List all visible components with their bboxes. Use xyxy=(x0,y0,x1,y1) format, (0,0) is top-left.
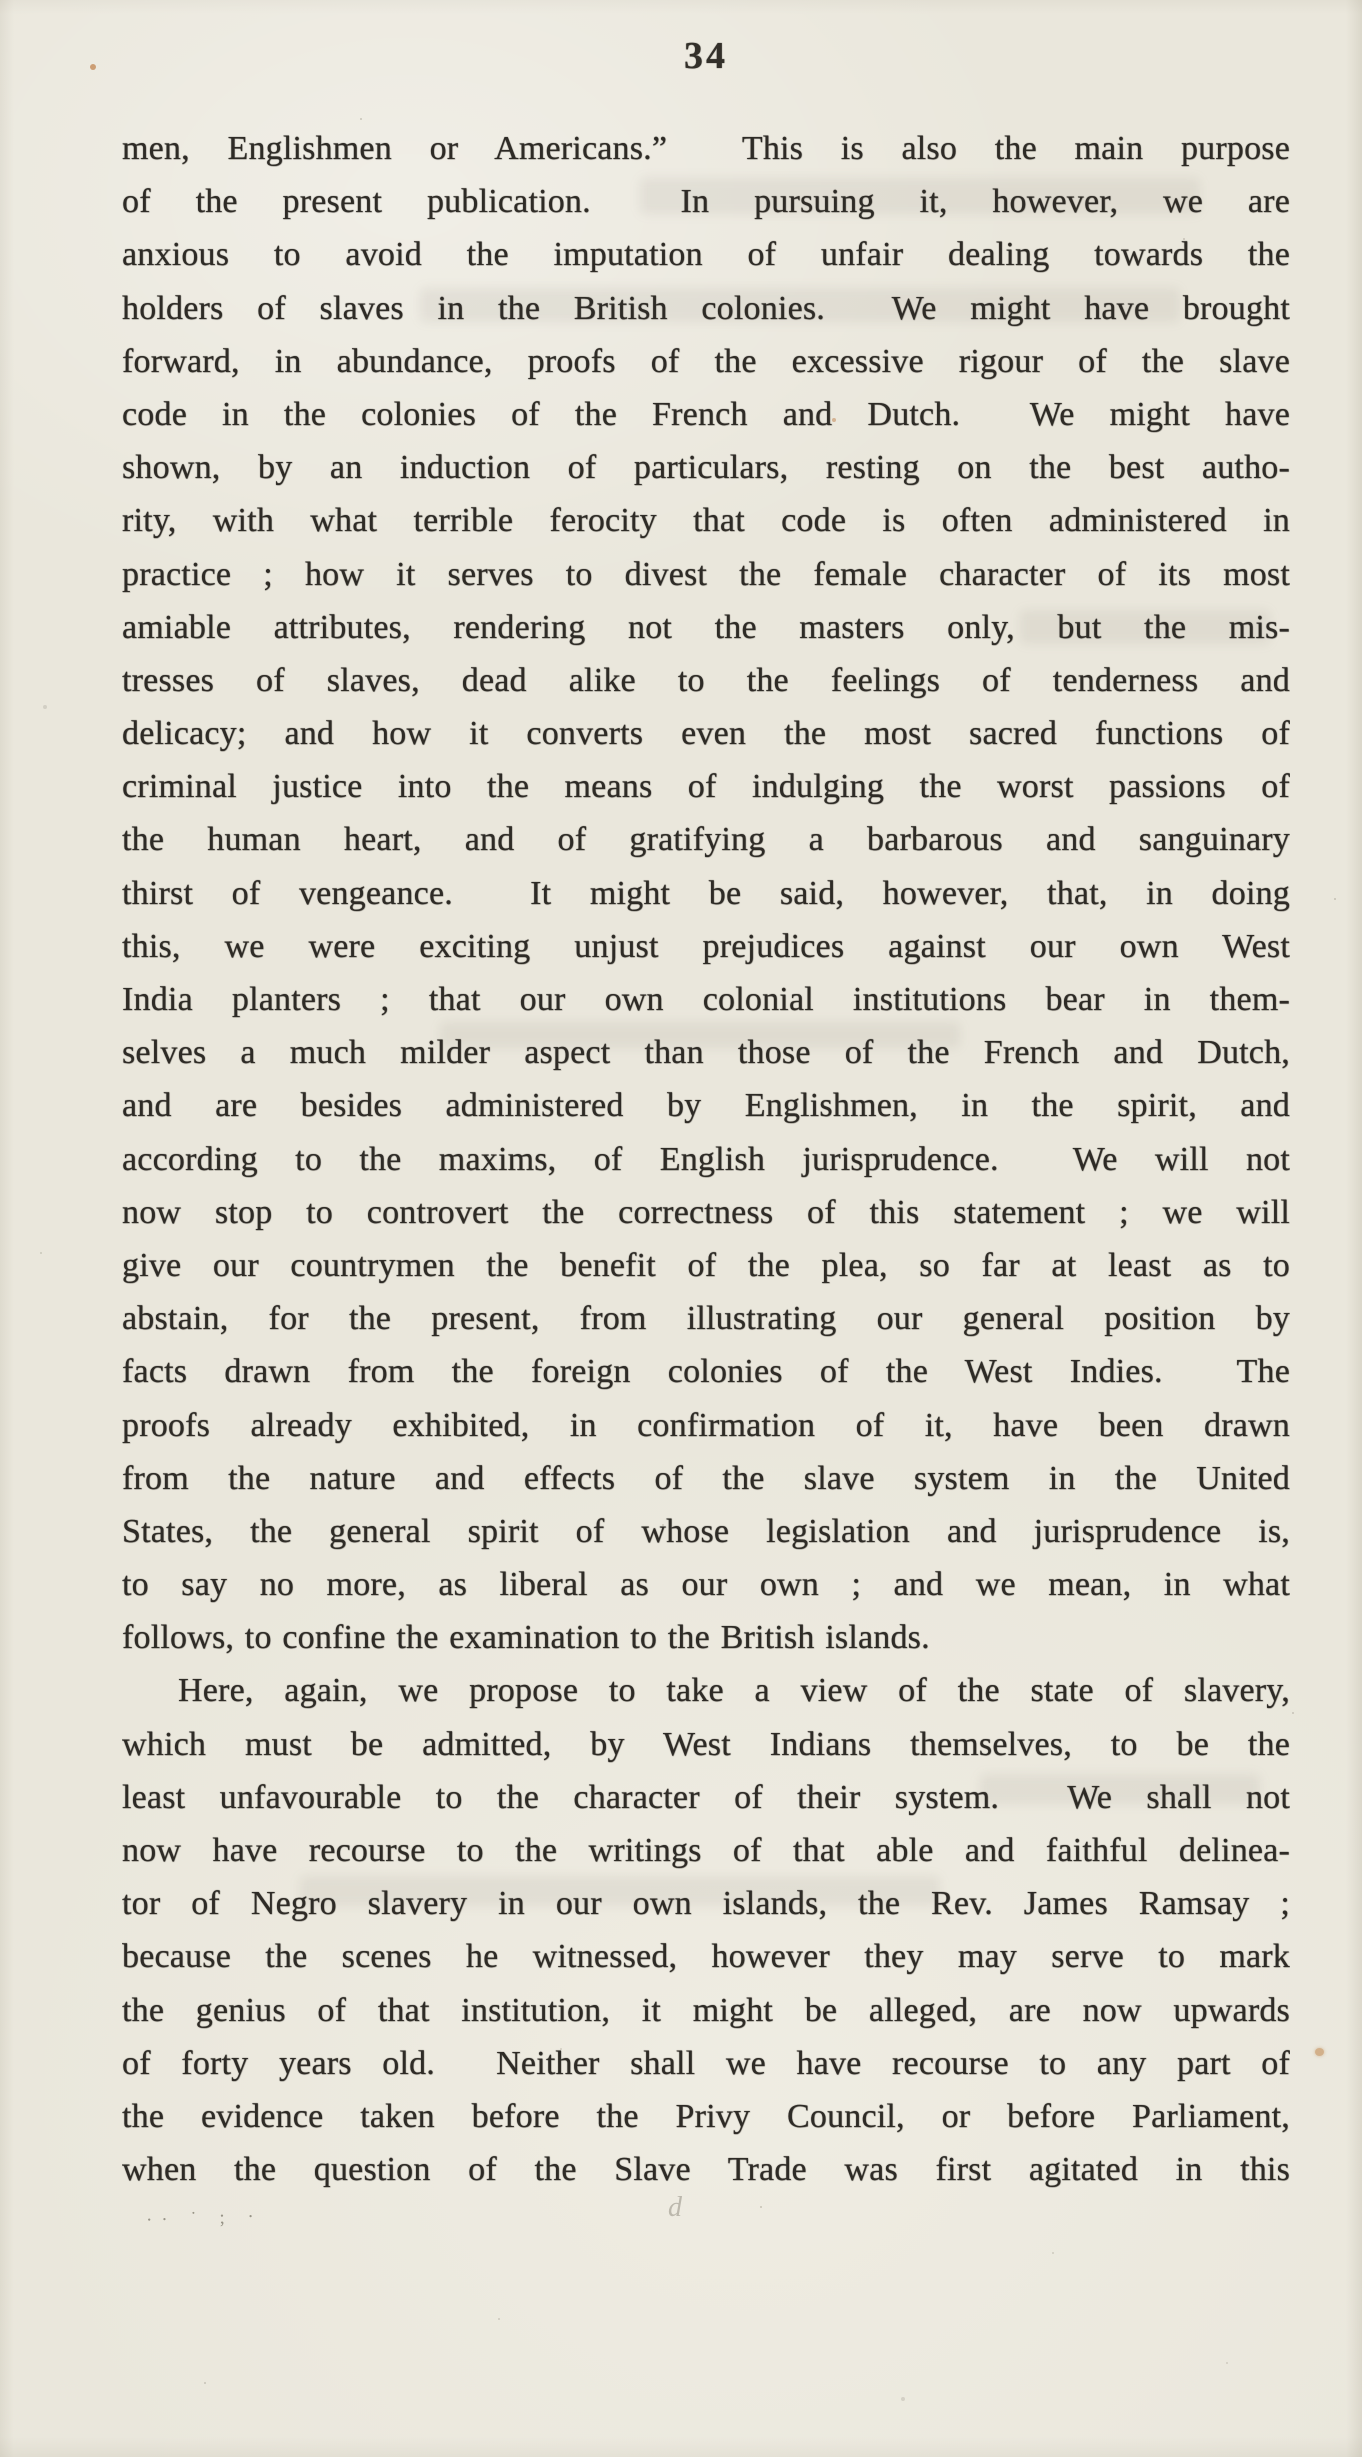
text-line: abstain, for the present, from illustrating our general position by xyxy=(122,1300,1290,1338)
text-line: and are besides administered by Englishmen, in the spirit, and xyxy=(122,1087,1290,1125)
text-line: now have recourse to the writings of that able and faithful delinea- xyxy=(122,1832,1290,1869)
text-line: anxious to avoid the imputation of unfair dealing towards the xyxy=(122,236,1290,274)
text-line: men, Englishmen or Americans.” This is also the main purpose xyxy=(122,130,1290,167)
text-line: follows, to confine the examination to the British islands. xyxy=(122,1619,930,1657)
text-line: the evidence taken before the Privy Council, or before Parliament, xyxy=(122,2097,1290,2135)
text-line: States, the general spirit of whose legislation and jurisprudence is, xyxy=(122,1512,1290,1550)
paper-specks xyxy=(0,0,2,2)
text-line: delicacy; and how it converts even the most sacred functions of xyxy=(122,715,1290,753)
text-line: proofs already exhibited, in confirmation of it, have been drawn xyxy=(122,1406,1290,1444)
text-line: the genius of that institution, it might be alleged, are now upwards xyxy=(122,1991,1290,2029)
page-number: 34 xyxy=(684,35,728,77)
text-line: this, we were exciting unjust prejudices against our own West xyxy=(122,927,1290,965)
text-line: least unfavourable to the character of their system. We shall not xyxy=(122,1778,1290,1816)
body-text xyxy=(122,122,1290,2196)
text-line: which must be admitted, by West Indians themselves, to be the xyxy=(122,1725,1290,1763)
text-line: Here, again, we propose to take a view of the state of slavery, xyxy=(178,1672,1290,1710)
text-line: because the scenes he witnessed, however they may serve to mark xyxy=(122,1938,1290,1976)
stray-faint-letter: d xyxy=(668,2192,682,2223)
text-line: now stop to controvert the correctness of this statement ; we will xyxy=(122,1193,1290,1231)
text-line: according to the maxims, of English jurisprudence. We will not xyxy=(122,1140,1290,1178)
text-line: code in the colonies of the French and Dutch. We might have xyxy=(122,395,1290,433)
rust-speck xyxy=(1315,2048,1324,2056)
text-line: when the question of the Slave Trade was first agitated in this xyxy=(122,2151,1290,2189)
text-line: criminal justice into the means of indulging the worst passions of xyxy=(122,768,1290,806)
text-line: from the nature and effects of the slave system in the United xyxy=(122,1459,1290,1497)
text-line: forward, in abundance, proofs of the excessive rigour of the slave xyxy=(122,342,1290,380)
text-line: India planters ; that our own colonial institutions bear in them- xyxy=(122,981,1290,1018)
text-line: facts drawn from the foreign colonies of the West Indies. The xyxy=(122,1353,1290,1391)
text-line: tor of Negro slavery in our own islands, the Rev. James Ramsay ; xyxy=(122,1885,1290,1923)
rust-speck xyxy=(90,64,96,70)
text-line: to say no more, as liberal as our own ; and we mean, in what xyxy=(122,1566,1290,1604)
text-line: holders of slaves in the British colonies. We might have brought xyxy=(122,289,1290,327)
text-line: selves a much milder aspect than those of the French and Dutch, xyxy=(122,1034,1290,1072)
text-line: the human heart, and of gratifying a barbarous and sanguinary xyxy=(122,821,1290,859)
text-line: practice ; how it serves to divest the female character of its most xyxy=(122,555,1290,593)
text-line: of the present publication. In pursuing it, however, we are xyxy=(122,183,1290,221)
text-line: thirst of vengeance. It might be said, however, that, in doing xyxy=(122,874,1290,912)
text-line: rity, with what terrible ferocity that code is often administered in xyxy=(122,502,1290,540)
stray-marks: ·· ˙ ; · xyxy=(145,2205,264,2232)
text-line: tresses of slaves, dead alike to the feelings of tenderness and xyxy=(122,661,1290,699)
text-line: shown, by an induction of particulars, resting on the best autho- xyxy=(122,449,1290,487)
text-line: give our countrymen the benefit of the plea, so far at least as to xyxy=(122,1246,1290,1284)
text-line: of forty years old. Neither shall we have recourse to any part of xyxy=(122,2044,1290,2082)
text-line: amiable attributes, rendering not the masters only, but the mis- xyxy=(122,608,1290,646)
